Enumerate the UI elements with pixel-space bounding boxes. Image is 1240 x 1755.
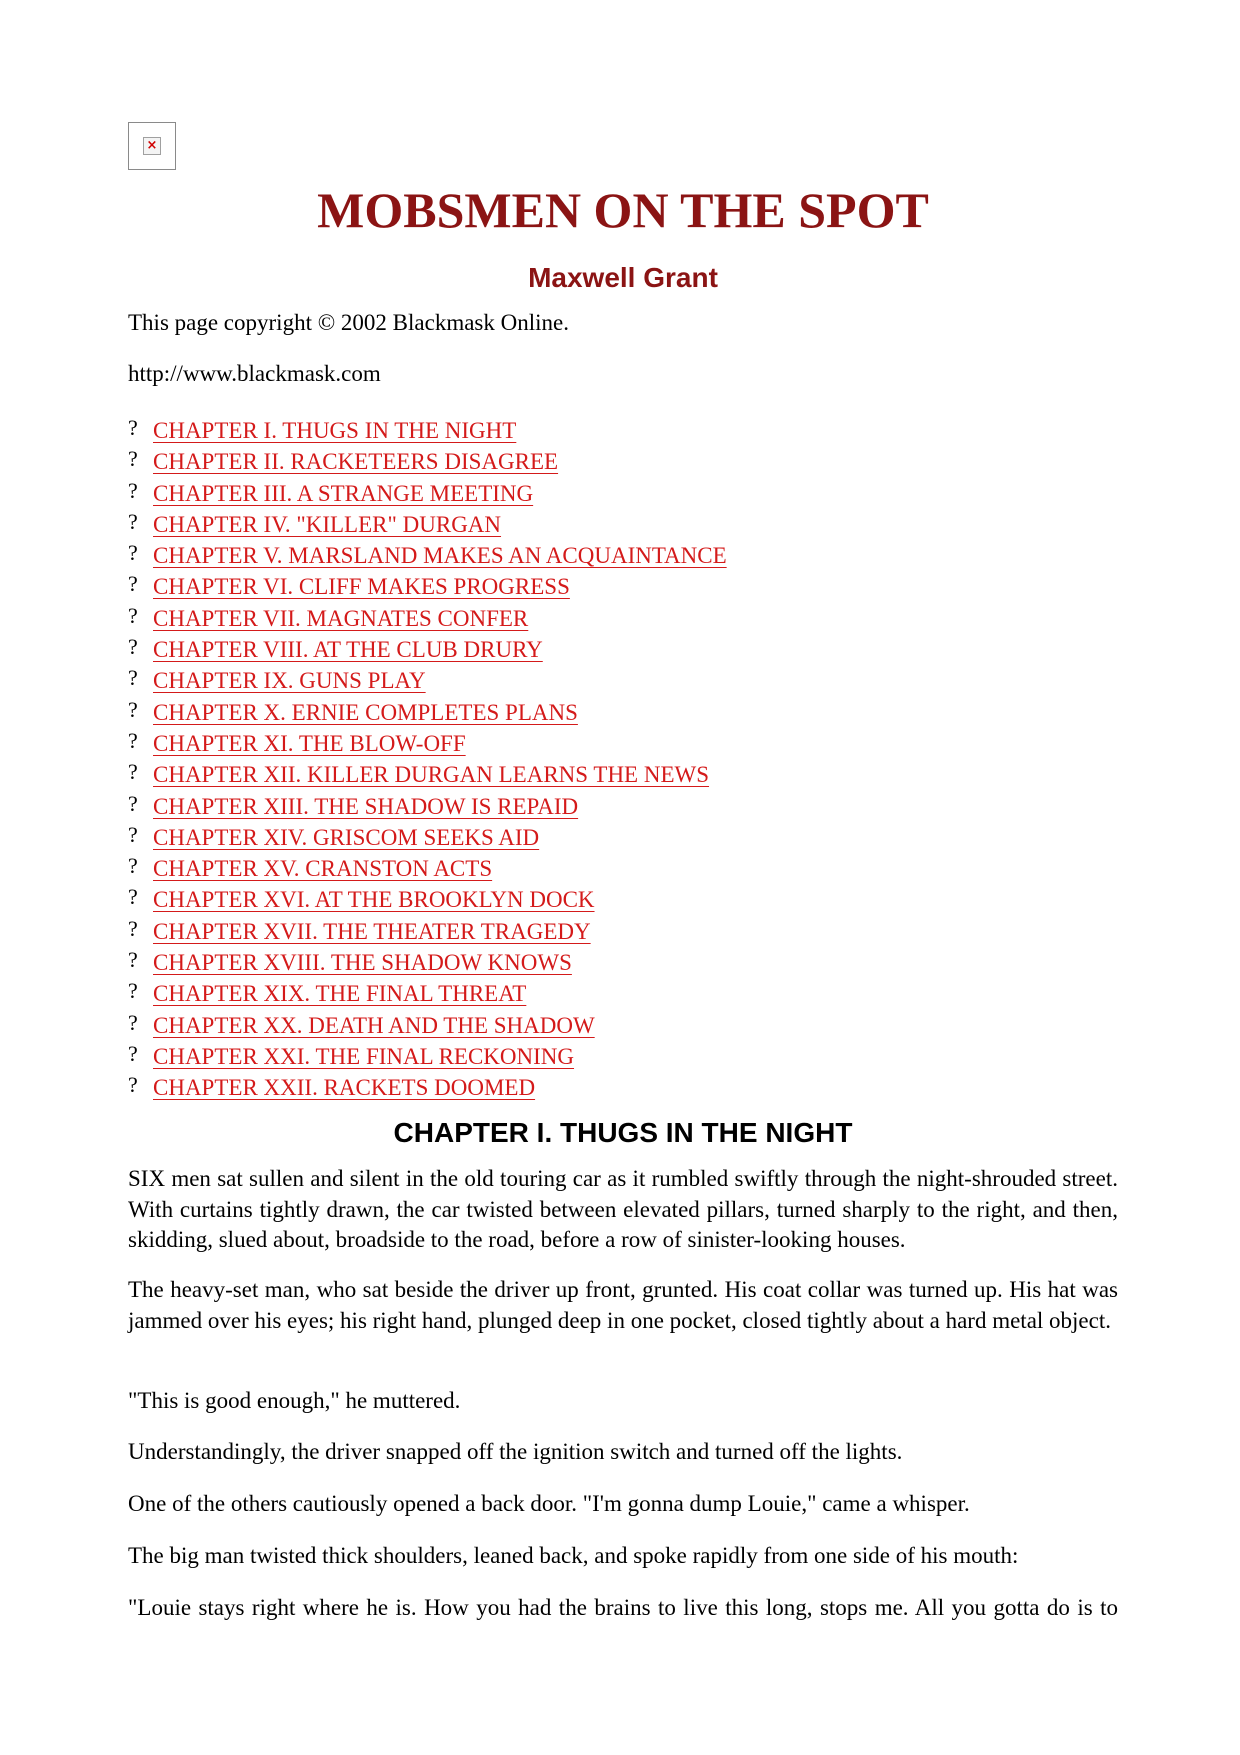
toc-bullet: ? bbox=[128, 790, 138, 816]
toc-bullet: ? bbox=[128, 978, 138, 1004]
toc-link[interactable]: CHAPTER VII. MAGNATES CONFER bbox=[153, 605, 529, 631]
toc-bullet: ? bbox=[128, 821, 138, 847]
chapter-paragraph: One of the others cautiously opened a back door. "I'm gonna dump Louie," came a whisper. bbox=[128, 1491, 970, 1516]
toc-bullet: ? bbox=[128, 759, 138, 785]
toc-item bbox=[128, 509, 727, 540]
toc-bullet: ? bbox=[128, 947, 138, 973]
toc-item bbox=[128, 478, 727, 509]
toc-item bbox=[128, 728, 727, 759]
toc-link[interactable]: CHAPTER IV. "KILLER" DURGAN bbox=[153, 511, 502, 537]
toc-link[interactable]: CHAPTER III. A STRANGE MEETING bbox=[153, 480, 534, 506]
toc-item bbox=[128, 853, 727, 884]
toc-link[interactable]: CHAPTER XX. DEATH AND THE SHADOW bbox=[153, 1012, 595, 1038]
toc-item bbox=[128, 947, 727, 978]
website-url: http://www.blackmask.com bbox=[128, 361, 381, 386]
toc-item bbox=[128, 415, 727, 446]
toc-bullet: ? bbox=[128, 853, 138, 879]
toc-link[interactable]: CHAPTER XVII. THE THEATER TRAGEDY bbox=[153, 918, 591, 944]
broken-image-x-icon: × bbox=[143, 137, 161, 155]
toc-link[interactable]: CHAPTER XIV. GRISCOM SEEKS AID bbox=[153, 824, 540, 850]
toc-item bbox=[128, 759, 727, 790]
chapter-heading: CHAPTER I. THUGS IN THE NIGHT bbox=[393, 1117, 853, 1148]
toc-item bbox=[128, 446, 727, 477]
book-title: MOBSMEN ON THE SPOT bbox=[317, 182, 929, 238]
toc-item bbox=[128, 571, 727, 602]
toc-item bbox=[128, 822, 727, 853]
toc-link[interactable]: CHAPTER VIII. AT THE CLUB DRURY bbox=[153, 637, 543, 663]
toc-item bbox=[128, 603, 727, 634]
toc-item bbox=[128, 697, 727, 728]
chapter-paragraph: Understandingly, the driver snapped off the ignition switch and turned off the lights. bbox=[128, 1439, 903, 1464]
chapter-paragraph: The heavy-set man, who sat beside the driver up front, grunted. His coat collar was turned up. His hat was jammed over his eyes; his right hand, plunged deep in one pocket, closed tightly about a hard metal object. bbox=[128, 1277, 1118, 1333]
toc-item bbox=[128, 634, 727, 665]
broken-image-icon bbox=[128, 122, 176, 170]
toc-link[interactable]: CHAPTER X. ERNIE COMPLETES PLANS bbox=[153, 699, 578, 725]
toc-link[interactable]: CHAPTER XIII. THE SHADOW IS REPAID bbox=[153, 793, 579, 819]
toc-link[interactable]: CHAPTER XXI. THE FINAL RECKONING bbox=[153, 1043, 575, 1069]
toc-item bbox=[128, 1072, 727, 1103]
toc-link[interactable]: CHAPTER I. THUGS IN THE NIGHT bbox=[153, 418, 517, 443]
chapter-paragraph: The big man twisted thick shoulders, leaned back, and spoke rapidly from one side of his mouth: bbox=[128, 1543, 1019, 1568]
toc-link[interactable]: CHAPTER XV. CRANSTON ACTS bbox=[153, 856, 493, 882]
toc-bullet: ? bbox=[128, 915, 138, 941]
table-of-contents bbox=[128, 415, 727, 1104]
toc-bullet: ? bbox=[128, 540, 138, 566]
chapter-paragraph: SIX men sat sullen and silent in the old touring car as it rumbled swiftly through the night-shrouded street. With curtains tightly drawn, the car twisted between elevated pillars, turned sharply to the right, and then, skidding, slued about, broadside to the road, before a row of sinister-looking houses. bbox=[128, 1166, 1118, 1252]
toc-bullet: ? bbox=[128, 508, 138, 534]
toc-bullet: ? bbox=[128, 1072, 138, 1098]
chapter-paragraph: "Louie stays right where he is. How you had the brains to live this long, stops me. All you gotta do is to bbox=[128, 1595, 1118, 1620]
copyright-notice: This page copyright © 2002 Blackmask Online. bbox=[128, 310, 569, 335]
toc-bullet: ? bbox=[128, 727, 138, 753]
toc-item bbox=[128, 791, 727, 822]
toc-bullet: ? bbox=[128, 571, 138, 597]
toc-item bbox=[128, 978, 727, 1009]
toc-bullet: ? bbox=[128, 634, 138, 660]
toc-bullet: ? bbox=[128, 415, 138, 440]
toc-item bbox=[128, 916, 727, 947]
toc-bullet: ? bbox=[128, 1009, 138, 1035]
toc-bullet: ? bbox=[128, 1040, 138, 1066]
book-author: Maxwell Grant bbox=[528, 262, 718, 293]
toc-bullet: ? bbox=[128, 446, 138, 472]
toc-link[interactable]: CHAPTER IX. GUNS PLAY bbox=[153, 668, 426, 694]
toc-item bbox=[128, 1041, 727, 1072]
toc-link[interactable]: CHAPTER XII. KILLER DURGAN LEARNS THE NEWS bbox=[153, 762, 710, 788]
toc-link[interactable]: CHAPTER XXII. RACKETS DOOMED bbox=[153, 1075, 536, 1101]
toc-bullet: ? bbox=[128, 477, 138, 503]
toc-link[interactable]: CHAPTER VI. CLIFF MAKES PROGRESS bbox=[153, 574, 570, 600]
toc-item bbox=[128, 1010, 727, 1041]
toc-item bbox=[128, 540, 727, 571]
toc-link[interactable]: CHAPTER V. MARSLAND MAKES AN ACQUAINTANCE bbox=[153, 543, 727, 569]
toc-link[interactable]: CHAPTER XIX. THE FINAL THREAT bbox=[153, 981, 527, 1007]
toc-link[interactable]: CHAPTER XVIII. THE SHADOW KNOWS bbox=[153, 950, 572, 976]
toc-bullet: ? bbox=[128, 665, 138, 691]
toc-bullet: ? bbox=[128, 884, 138, 910]
toc-link[interactable]: CHAPTER II. RACKETEERS DISAGREE bbox=[153, 449, 559, 475]
toc-bullet: ? bbox=[128, 602, 138, 628]
toc-item bbox=[128, 665, 727, 696]
toc-item bbox=[128, 884, 727, 915]
toc-bullet: ? bbox=[128, 696, 138, 722]
toc-link[interactable]: CHAPTER XI. THE BLOW-OFF bbox=[153, 730, 466, 756]
toc-link[interactable]: CHAPTER XVI. AT THE BROOKLYN DOCK bbox=[153, 887, 595, 913]
chapter-paragraph: "This is good enough," he muttered. bbox=[128, 1388, 461, 1413]
